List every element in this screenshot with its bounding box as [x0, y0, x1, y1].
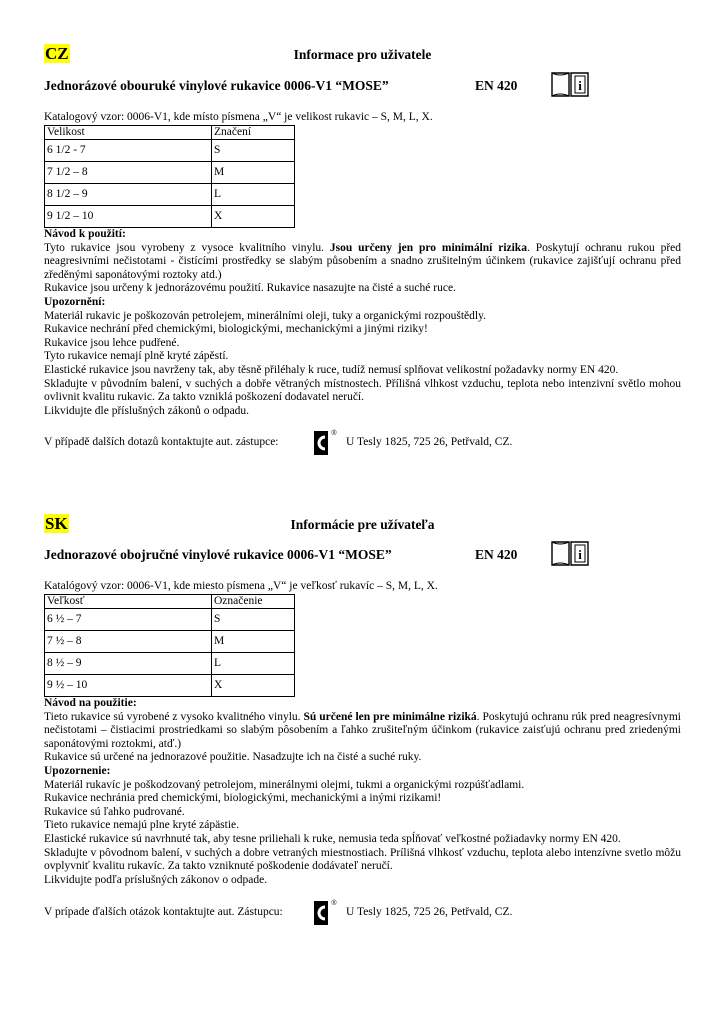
- table-cell: 9 1/2 – 10: [45, 206, 212, 228]
- cz-address: U Tesly 1825, 725 26, Petřvald, CZ.: [346, 436, 513, 448]
- table-header-cell: Veľkosť: [45, 595, 212, 609]
- book-info-icon: [550, 539, 590, 567]
- cz-size-table: [44, 125, 295, 228]
- usage-text: Tieto rukavice sú vyrobené z vysoko kvalitného vinylu.: [44, 710, 304, 723]
- cz-warning-line: Rukavice jsou lehce pudřené.: [44, 336, 180, 349]
- cz-contact-line: [44, 428, 681, 458]
- company-logo-icon: [310, 428, 338, 458]
- table-cell: 8 1/2 – 9: [45, 184, 212, 206]
- cz-usage-note: Rukavice jsou určeny k jednorázovému použití. Rukavice nasazujte na čisté a suché ruce.: [44, 282, 456, 295]
- cz-disposal-text: Likvidujte dle příslušných zákonů o odpadu.: [44, 404, 250, 417]
- sk-section: [44, 514, 681, 934]
- table-cell: 7 ½ – 8: [45, 631, 212, 653]
- sk-warning-line: Rukavice sú ľahko pudrované.: [44, 805, 185, 818]
- usage-text: Tyto rukavice jsou vyrobeny z vysoce kvalitního vinylu.: [44, 241, 330, 254]
- usage-text: . Poskytujú ochranu rúk pred neagresívnymi nečistotami – čistiacimi prostriedkami so slabým pôsobením a ľahko zrušiteľným účinkom (rukavice zaisťujú ochranu pred zriedenými saponátovými roztokmi, atď.): [44, 710, 681, 750]
- cz-storage-text: Skladujte v původním balení, v suchých a dobře větraných místnostech. Přílišná vlhkost vzduchu, teplota nebo intenzivní světlo mohou ovlivnit kvalitu rukavic. Za takto vzniklá poškození dodavatel neručí.: [44, 377, 681, 404]
- table-cell: 8 ½ – 9: [45, 653, 212, 675]
- table-cell: X: [212, 206, 295, 228]
- table-row: [45, 206, 295, 228]
- table-cell: 6 1/2 - 7: [45, 140, 212, 162]
- table-header-cell: Označenie: [212, 595, 295, 609]
- sk-catalog-line: Katalógový vzor: 0006-V1, kde miesto písmena „V“ je veľkosť rukavíc – S, M, L, X.: [44, 580, 438, 592]
- sk-usage-note: Rukavice sú určené na jednorazové použitie. Nasadzujte ich na čisté a suché ruky.: [44, 751, 422, 764]
- sk-warning-line: Elastické rukavice sú navrhnuté tak, aby tesne priliehali k ruke, nemusia teda spĺňovať veľkostné požiadavky normy EN 420.: [44, 832, 621, 845]
- table-row: [45, 162, 295, 184]
- table-row: [45, 653, 295, 675]
- cz-section: [44, 44, 681, 464]
- table-cell: L: [212, 184, 295, 206]
- svg-text:i: i: [578, 547, 582, 562]
- cz-usage-heading: Návod k použití:: [44, 228, 126, 240]
- sk-warning-line: Tieto rukavice nemajú plne kryté zápästie.: [44, 819, 240, 832]
- table-cell: 6 ½ – 7: [45, 609, 212, 631]
- table-cell: S: [212, 609, 295, 631]
- sk-language-badge: SK: [45, 514, 68, 533]
- cz-warning-heading: Upozornění:: [44, 295, 106, 308]
- table-row: [45, 140, 295, 162]
- svg-text:i: i: [578, 78, 582, 93]
- cz-product-title: Jednorázové obouruké vinylové rukavice 0006-V1 “MOSE”: [44, 78, 389, 93]
- cz-usage-paragraph: [44, 242, 681, 283]
- table-row: [45, 184, 295, 206]
- table-header-row: [45, 595, 295, 609]
- usage-emphasis: Jsou určeny jen pro minimální rizika: [329, 241, 527, 254]
- usage-text: . Poskytují ochranu rukou před neagresivními nečistotami - čistícími prostředky se slabým působením a snadno zrušitelným účinkem (rukavice zajišťují ochranu před zředěnými saponátovými roztoky atd.): [44, 241, 682, 281]
- sk-warning-line: Materiál rukavíc je poškodzovaný petrolejom, minerálnymi olejmi, tukmi a organickými rozpúšťadlami.: [44, 778, 525, 791]
- table-cell: 9 ½ – 10: [45, 675, 212, 697]
- sk-disposal-text: Likvidujte podľa príslušných zákonov o odpade.: [44, 873, 268, 886]
- table-row: [45, 675, 295, 697]
- book-info-icon: [550, 70, 590, 98]
- cz-warning-line: Rukavice nechrání před chemickými, biologickými, mechanickými a jinými riziky!: [44, 323, 428, 336]
- cz-language-badge: CZ: [45, 44, 69, 63]
- sk-warning-line: Rukavice nechránia pred chemickými, biologickými, mechanickými a inými rizikami!: [44, 792, 442, 805]
- sk-usage-heading: Návod na použitie:: [44, 697, 137, 709]
- cz-warning-line: Tyto rukavice nemají plně kryté zápěstí.: [44, 350, 229, 363]
- table-cell: M: [212, 631, 295, 653]
- svg-text:®: ®: [331, 900, 337, 907]
- sk-title: Informácie pre užívateľa: [290, 517, 435, 532]
- sk-product-title: Jednorazové obojručné vinylové rukavice 0006-V1 “MOSE”: [44, 547, 392, 562]
- table-header-cell: Značení: [212, 126, 295, 140]
- cz-catalog-line: Katalogový vzor: 0006-V1, kde místo písmena „V“ je velikost rukavic – S, M, L, X.: [44, 111, 433, 123]
- cz-standard: EN 420: [475, 78, 518, 93]
- cz-body-text: [44, 228, 681, 418]
- cz-contact-label: V případě dalších dotazů kontaktujte aut. zástupce:: [44, 436, 279, 448]
- table-header-row: [45, 126, 295, 140]
- usage-emphasis: Sú určené len pre minimálne riziká: [303, 710, 477, 723]
- table-cell: 7 1/2 – 8: [45, 162, 212, 184]
- table-cell: L: [212, 653, 295, 675]
- svg-text:®: ®: [331, 430, 337, 437]
- sk-size-table: [44, 594, 295, 697]
- table-cell: S: [212, 140, 295, 162]
- cz-title: Informace pro uživatele: [293, 47, 432, 62]
- table-row: [45, 631, 295, 653]
- cz-warning-line: Elastické rukavice jsou navrženy tak, aby těsně přiléhaly k ruce, tudíž nemusí splňovat velikostní požadavky normy EN 420.: [44, 363, 619, 376]
- cz-warning-line: Materiál rukavic je poškozován petrolejem, minerálními oleji, tuky a organickými rozpouštědly.: [44, 309, 486, 322]
- sk-body-text: [44, 697, 681, 887]
- table-header-cell: Velikost: [45, 126, 212, 140]
- sk-address: U Tesly 1825, 725 26, Petřvald, CZ.: [346, 906, 513, 918]
- sk-storage-text: Skladujte v pôvodnom balení, v suchých a dobre vetraných miestnostiach. Prílišná vlhkosť vzduchu, teplota alebo intenzívne svetlo môžu ovplyvniť kvalitu rukavíc. Za takto vzniknuté poškodenie dodávateľ neručí.: [44, 846, 681, 873]
- table-cell: X: [212, 675, 295, 697]
- table-cell: M: [212, 162, 295, 184]
- sk-standard: EN 420: [475, 547, 518, 562]
- sk-contact-line: [44, 898, 681, 928]
- sk-contact-label: V prípade ďalších otázok kontaktujte aut. Zástupcu:: [44, 906, 283, 918]
- sk-warning-heading: Upozornenie:: [44, 764, 111, 777]
- sk-usage-paragraph: [44, 711, 681, 752]
- company-logo-icon: [310, 898, 338, 928]
- table-row: [45, 609, 295, 631]
